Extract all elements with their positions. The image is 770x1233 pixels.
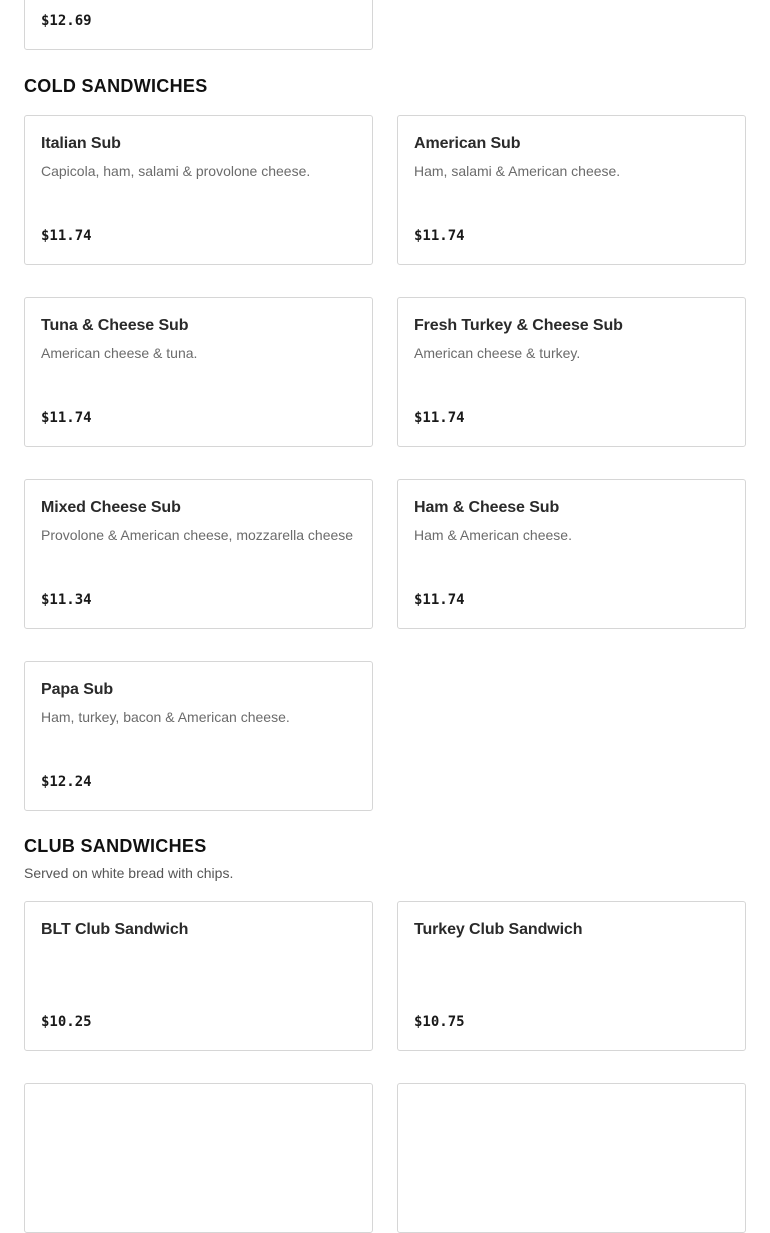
section-title-club-sandwiches: CLUB SANDWICHES bbox=[24, 836, 207, 856]
item-name: Mixed Cheese Sub bbox=[41, 499, 181, 516]
item-price: $11.74 bbox=[414, 592, 465, 608]
item-description: Ham, turkey, bacon & American cheese. bbox=[41, 709, 290, 725]
menu-item-card[interactable] bbox=[397, 901, 746, 1051]
item-name: Italian Sub bbox=[41, 135, 121, 152]
menu-item-card[interactable] bbox=[24, 661, 373, 811]
item-price: $10.25 bbox=[41, 1014, 92, 1030]
item-price: $11.34 bbox=[41, 592, 92, 608]
item-price: $11.74 bbox=[41, 228, 92, 244]
menu-item-card[interactable] bbox=[24, 0, 373, 50]
menu-item-card[interactable] bbox=[24, 115, 373, 265]
section-subtitle: Served on white bread with chips. bbox=[24, 865, 234, 881]
item-price: $10.75 bbox=[414, 1014, 465, 1030]
menu-item-card[interactable] bbox=[397, 1083, 746, 1233]
section-title-cold-sandwiches: COLD SANDWICHES bbox=[24, 76, 208, 96]
menu-item-card[interactable] bbox=[397, 297, 746, 447]
menu-item-card[interactable] bbox=[24, 297, 373, 447]
item-name: Tuna & Cheese Sub bbox=[41, 317, 189, 334]
item-price: $11.74 bbox=[414, 228, 465, 244]
item-name: Fresh Turkey & Cheese Sub bbox=[414, 317, 623, 334]
item-price: $12.69 bbox=[41, 13, 92, 29]
item-name: Ham & Cheese Sub bbox=[414, 499, 560, 516]
item-name: American Sub bbox=[414, 135, 521, 152]
item-name: Papa Sub bbox=[41, 681, 114, 698]
item-description: American cheese & tuna. bbox=[41, 345, 198, 361]
item-price: $11.74 bbox=[414, 410, 465, 426]
item-price: $11.74 bbox=[41, 410, 92, 426]
menu-item-card[interactable] bbox=[397, 115, 746, 265]
item-name: Turkey Club Sandwich bbox=[414, 921, 583, 938]
menu-item-card[interactable] bbox=[24, 479, 373, 629]
item-price: $12.24 bbox=[41, 774, 92, 790]
item-description: Capicola, ham, salami & provolone cheese. bbox=[41, 163, 311, 179]
item-description: Provolone & American cheese, mozzarella cheese bbox=[41, 527, 354, 543]
item-description: Ham, salami & American cheese. bbox=[414, 163, 621, 179]
item-name: BLT Club Sandwich bbox=[41, 921, 189, 938]
menu-item-card[interactable] bbox=[24, 1083, 373, 1233]
item-description: Ham & American cheese. bbox=[414, 527, 572, 543]
menu-item-card[interactable] bbox=[397, 479, 746, 629]
item-description: American cheese & turkey. bbox=[414, 345, 581, 361]
menu-item-card[interactable] bbox=[24, 901, 373, 1051]
